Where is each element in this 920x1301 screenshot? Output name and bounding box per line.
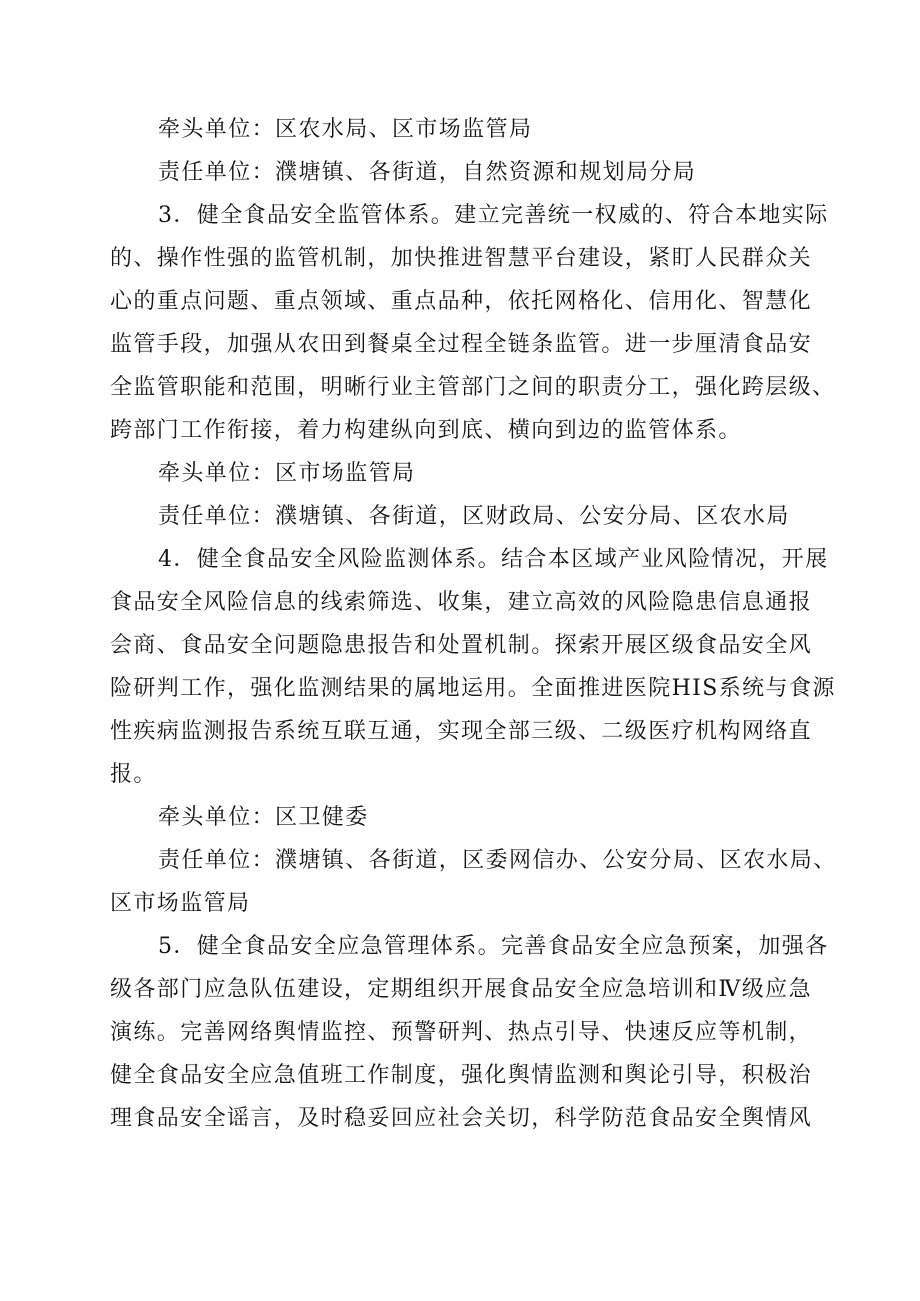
paragraph-5-line: 理食品安全谣言，及时稳妥回应社会关切，科学防范食品安全舆情风	[110, 1106, 813, 1131]
lead-unit-line: 牵头单位：区卫健委	[158, 805, 369, 830]
lead-unit-line: 牵头单位：区市场监管局	[158, 461, 416, 486]
paragraph-4-line: 4．健全食品安全风险监测体系。结合本区域产业风险情况，开展	[158, 547, 829, 572]
paragraph-4-line: 险研判工作，强化监测结果的属地运用。全面推进医院HIS系统与食源	[110, 676, 836, 701]
responsible-unit-line: 责任单位：濮塘镇、各街道，区财政局、公安分局、区农水局	[158, 504, 790, 529]
paragraph-5-line: 级各部门应急队伍建设，定期组织开展食品安全应急培训和Ⅳ级应急	[110, 977, 812, 1002]
paragraph-4-line: 报。	[110, 762, 157, 787]
responsible-unit-line: 责任单位：濮塘镇、各街道，区委网信办、公安分局、区农水局、	[158, 848, 837, 873]
paragraph-5-line: 健全食品安全应急值班工作制度，强化舆情监测和舆论引导，积极治	[110, 1063, 813, 1088]
paragraph-3-line: 全监管职能和范围，明晰行业主管部门之间的职责分工，强化跨层级、	[110, 375, 836, 400]
paragraph-3-line: 的、操作性强的监管机制，加快推进智慧平台建设，紧盯人民群众关	[110, 246, 813, 271]
lead-unit-line: 牵头单位：区农水局、区市场监管局	[158, 117, 533, 142]
paragraph-3-line: 跨部门工作衔接，着力构建纵向到底、横向到边的监管体系。	[110, 418, 742, 443]
paragraph-4-line: 会商、食品安全问题隐患报告和处置机制。探索开展区级食品安全风	[110, 633, 813, 658]
paragraph-3-line: 心的重点问题、重点领域、重点品种，依托网格化、信用化、智慧化	[110, 289, 813, 314]
paragraph-5-line: 5．健全食品安全应急管理体系。完善食品安全应急预案，加强各	[158, 934, 829, 959]
paragraph-5-line: 演练。完善网络舆情监控、预警研判、热点引导、快速反应等机制，	[110, 1020, 813, 1045]
responsible-unit-line: 区市场监管局	[110, 891, 251, 916]
paragraph-4-line: 食品安全风险信息的线索筛选、收集，建立高效的风险隐患信息通报	[110, 590, 813, 615]
paragraph-4-line: 性疾病监测报告系统互联互通，实现全部三级、二级医疗机构网络直	[110, 719, 813, 744]
paragraph-3-line: 3．健全食品安全监管体系。建立完善统一权威的、符合本地实际	[158, 203, 829, 228]
paragraph-3-line: 监管手段，加强从农田到餐桌全过程全链条监管。进一步厘清食品安	[110, 332, 813, 357]
responsible-unit-line: 责任单位：濮塘镇、各街道，自然资源和规划局分局	[158, 160, 697, 185]
